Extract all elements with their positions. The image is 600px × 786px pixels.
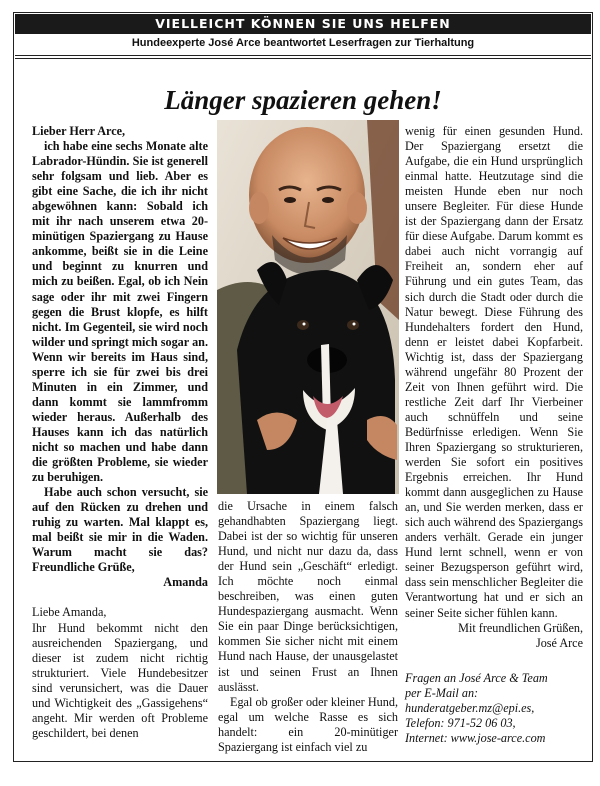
answer-paragraph: Egal ob großer oder kleiner Hund, egal um welche Rasse es sich handelt: ein 20-minütiger Spaziergang ist einfach viel zu [218, 694, 398, 754]
answer-paragraph: die Ursache in einem falsch gehandhabten Spaziergang liegt. Dabei ist der so wichtig für unseren Hund, und nicht nur dazu da, dass der Hund sein „Geschäft“ erledigt. Ich möchte noch einmal beschreiben, was einen guten Hundespaziergang ausmacht. Wenn Sie ein paar Dinge berücksichtigen, kommen Sie sicher nicht mit einem Hund nach Hause, der unausgelastet ist und seinen Frust an Ihnen auslässt. [218, 499, 398, 694]
column-1 [32, 124, 208, 741]
letter-salutation: Lieber Herr Arce, [32, 124, 126, 138]
spacer [32, 590, 208, 605]
contact-website[interactable]: Internet: www.jose-arce.com [405, 730, 546, 745]
divider-rule [15, 58, 591, 59]
section-subtitle: Hundeexperte José Arce beantwortet Leserfragen zur Tierhaltung [131, 37, 475, 49]
reader-letter [32, 124, 208, 590]
letter-paragraph: Habe auch schon versucht, sie auf den Rücken zu drehen und ruhig zu warten. Mal klappt es, mal beißt sie mir in die Waden. Warum macht sie das? Freundliche Grüße, [32, 485, 208, 575]
column-3 [405, 124, 583, 746]
section-banner: VIELLEICHT KÖNNEN SIE UNS HELFEN [15, 14, 591, 34]
answer-paragraph: Ihr Hund bekommt nicht den ausreichenden Spaziergang, und dieser ist zudem nicht richtig strukturiert. Viele Hundebesitzer sind verunsichert, was die Dauer und Wichtigkeit des „Gassigehens“ angeht. Mir werden oft Probleme geschildert, bei denen [32, 620, 208, 740]
article-headline: Länger spazieren gehen! [164, 85, 442, 115]
contact-line: Fragen an José Arce & Team [405, 670, 548, 685]
column-2 [218, 499, 398, 755]
contact-line: per E-Mail an: [405, 685, 479, 700]
photo-illustration [217, 120, 399, 494]
answer-closing: Mit freundlichen Grüßen, [458, 620, 583, 635]
contact-info [405, 671, 583, 746]
letter-signature: Amanda [163, 575, 208, 590]
contact-email[interactable]: hunderatgeber.mz@epi.es, [405, 700, 535, 715]
letter-paragraph: ich habe eine sechs Monate alte Labrador-Hündin. Sie ist generell sehr folgsam und lieb. Aber es gibt eine Sache, die ich ihr nicht abgewöhnen kann: Sobald ich mit ihr nach unserem etwa 20-minütigen Spaziergang zu Hause ankomme, beißt sie in die Leine und beginnt zu knurren und mich zu beißen. Egal, ob ich Nein sage oder ihr mit zwei Fingern gegen die Brust klopfe, es hilft nicht. Im Gegenteil, sie wird noch wilder und springt mich sogar an. Wenn wir bereits im Haus sind, sperre ich sie für zwei bis drei Minuten in ein Zimmer, und dann kommt sie lammfromm wieder heraus. Außerhalb des Hauses kann ich das natürlich nicht so machen und habe dann die größten Probleme, sie wieder zu beruhigen. [32, 139, 208, 485]
answer-signature: José Arce [535, 635, 583, 650]
spacer [405, 651, 583, 671]
answer-paragraph: wenig für einen gesunden Hund. Der Spaziergang ersetzt die Aufgabe, die ein Hund ursprünglich einmal hatte. Heutzutage sind die meisten Hunde eben nur noch unsere Begleiter. Für diese Hunde ist der Spaziergang dann der Ersatz für diese Aufgabe. Darum kommt es dabei auch nicht vorrangig auf Freiheit an, sondern eher auf Führung und ein gutes Team, das sich durch die Stadt oder durch die Natur bewegt. Diese Führung des Hundehalters fordert den Hund, denn er leistet dabei Kopfarbeit. Wichtig ist, dass der Spaziergang während ungefähr 80 Prozent der Zeit von Ihnen geführt wird. Die restliche Zeit darf Ihr Vierbeiner auch schnüffeln und seine Bedürfnisse erledigen. Wenn Sie Ihren Spaziergang so strukturieren, werden Sie sofort ein positives Ergebnis erreichen. Ihr Hund kommt dann ausgeglichen zu Hause an, und Sie werden merken, dass er sich auch während des Spaziergangs anders verhält. Gerade ein junger Hund lernt schnell, wenn er von seiner Bezugsperson geführt wird, dass sein menschlicher Begleiter die Verantwortung hat und er sich an seiner Seite sicher fühlen kann. [405, 124, 583, 620]
answer-salutation: Liebe Amanda, [32, 605, 107, 620]
contact-phone: Telefon: 971-52 06 03, [405, 715, 516, 730]
expert-with-dog-photo [217, 120, 399, 494]
divider-rule [15, 55, 591, 56]
